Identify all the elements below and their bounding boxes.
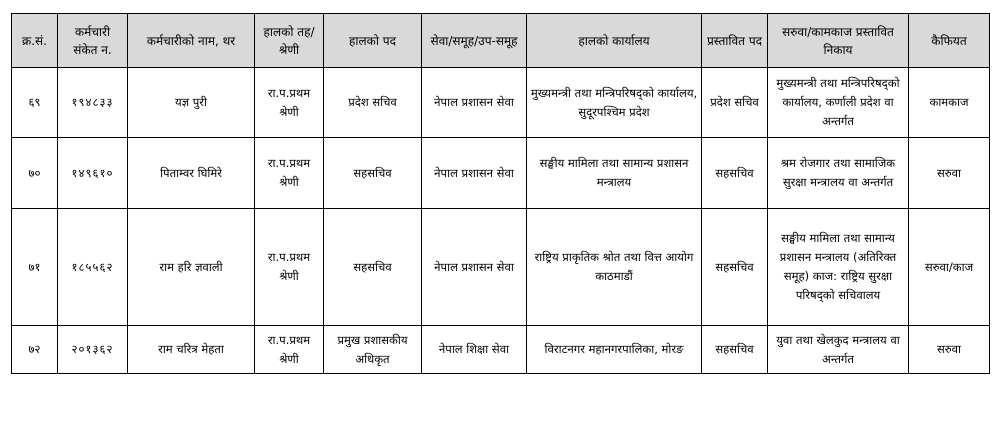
- transfer-table: [11, 13, 990, 374]
- cell-proposed-body: युवा तथा खेलकुद मन्त्रालय वा अन्तर्गत: [768, 326, 909, 374]
- cell-current-level: रा.प.प्रथम श्रेणी: [255, 326, 324, 374]
- cell-sn: ७१: [12, 209, 58, 326]
- cell-employee-name: राम चरित्र मेहता: [128, 326, 255, 374]
- cell-current-office: मुख्यमन्त्री तथा मन्त्रिपरिषद्को कार्यालय, सुदूरपश्चिम प्रदेश: [527, 68, 702, 138]
- header-employee-name: कर्मचारीको नाम, थर: [128, 14, 255, 68]
- header-employee-code: कर्मचारी संकेत न.: [58, 14, 128, 68]
- cell-employee-name: यज्ञ पुरी: [128, 68, 255, 138]
- cell-proposed-body: मुख्यमन्त्री तथा मन्त्रिपरिषद्को कार्यालय, कर्णाली प्रदेश वा अन्तर्गत: [768, 68, 909, 138]
- header-current-level: हालको तह/श्रेणी: [255, 14, 324, 68]
- header-proposed-body: सरुवा/कामकाज प्रस्तावित निकाय: [768, 14, 909, 68]
- table-row: [12, 326, 990, 374]
- cell-employee-code: २०१३६२: [58, 326, 128, 374]
- cell-employee-name: राम हरि ज्ञवाली: [128, 209, 255, 326]
- cell-remark: सरुवा: [909, 138, 990, 209]
- cell-current-post: सहसचिव: [324, 138, 422, 209]
- cell-proposed-post: सहसचिव: [702, 326, 768, 374]
- cell-current-level: रा.प.प्रथम श्रेणी: [255, 68, 324, 138]
- cell-current-office: सङ्घीय मामिला तथा सामान्य प्रशासन मन्त्रालय: [527, 138, 702, 209]
- cell-remark: कामकाज: [909, 68, 990, 138]
- cell-remark: सरुवा/काज: [909, 209, 990, 326]
- header-current-post: हालको पद: [324, 14, 422, 68]
- cell-proposed-body: सङ्घीय मामिला तथा सामान्य प्रशासन मन्त्रालय (अतिरिक्त समूह) काज: राष्ट्रिय सुरक्षा परिषद्को सचिवालय: [768, 209, 909, 326]
- header-sn: क्र.सं.: [12, 14, 58, 68]
- cell-employee-code: १९४८३३: [58, 68, 128, 138]
- cell-employee-name: पिताम्वर घिमिरे: [128, 138, 255, 209]
- cell-proposed-body: श्रम रोजगार तथा सामाजिक सुरक्षा मन्त्रालय वा अन्तर्गत: [768, 138, 909, 209]
- cell-current-office: विराटनगर महानगरपालिका, मोरङ: [527, 326, 702, 374]
- cell-sn: ७०: [12, 138, 58, 209]
- cell-service-group: नेपाल शिक्षा सेवा: [422, 326, 527, 374]
- cell-service-group: नेपाल प्रशासन सेवा: [422, 209, 527, 326]
- cell-service-group: नेपाल प्रशासन सेवा: [422, 138, 527, 209]
- table-row: [12, 209, 990, 326]
- table-row: [12, 68, 990, 138]
- cell-current-level: रा.प.प्रथम श्रेणी: [255, 209, 324, 326]
- cell-current-office: राष्ट्रिय प्राकृतिक श्रोत तथा वित्त आयोग काठमाडौं: [527, 209, 702, 326]
- cell-sn: ७२: [12, 326, 58, 374]
- header-current-office: हालको कार्यालय: [527, 14, 702, 68]
- cell-proposed-post: प्रदेश सचिव: [702, 68, 768, 138]
- header-row: [12, 14, 990, 68]
- table-row: [12, 138, 990, 209]
- header-service-group: सेवा/समूह/उप-समूह: [422, 14, 527, 68]
- cell-sn: ६९: [12, 68, 58, 138]
- cell-current-post: प्रमुख प्रशासकीय अधिकृत: [324, 326, 422, 374]
- cell-remark: सरुवा: [909, 326, 990, 374]
- cell-proposed-post: सहसचिव: [702, 138, 768, 209]
- header-remark: कैफियत: [909, 14, 990, 68]
- cell-current-post: प्रदेश सचिव: [324, 68, 422, 138]
- header-proposed-post: प्रस्तावित पद: [702, 14, 768, 68]
- cell-service-group: नेपाल प्रशासन सेवा: [422, 68, 527, 138]
- cell-employee-code: १४९६१०: [58, 138, 128, 209]
- cell-proposed-post: सहसचिव: [702, 209, 768, 326]
- cell-current-level: रा.प.प्रथम श्रेणी: [255, 138, 324, 209]
- cell-current-post: सहसचिव: [324, 209, 422, 326]
- cell-employee-code: १८५५६२: [58, 209, 128, 326]
